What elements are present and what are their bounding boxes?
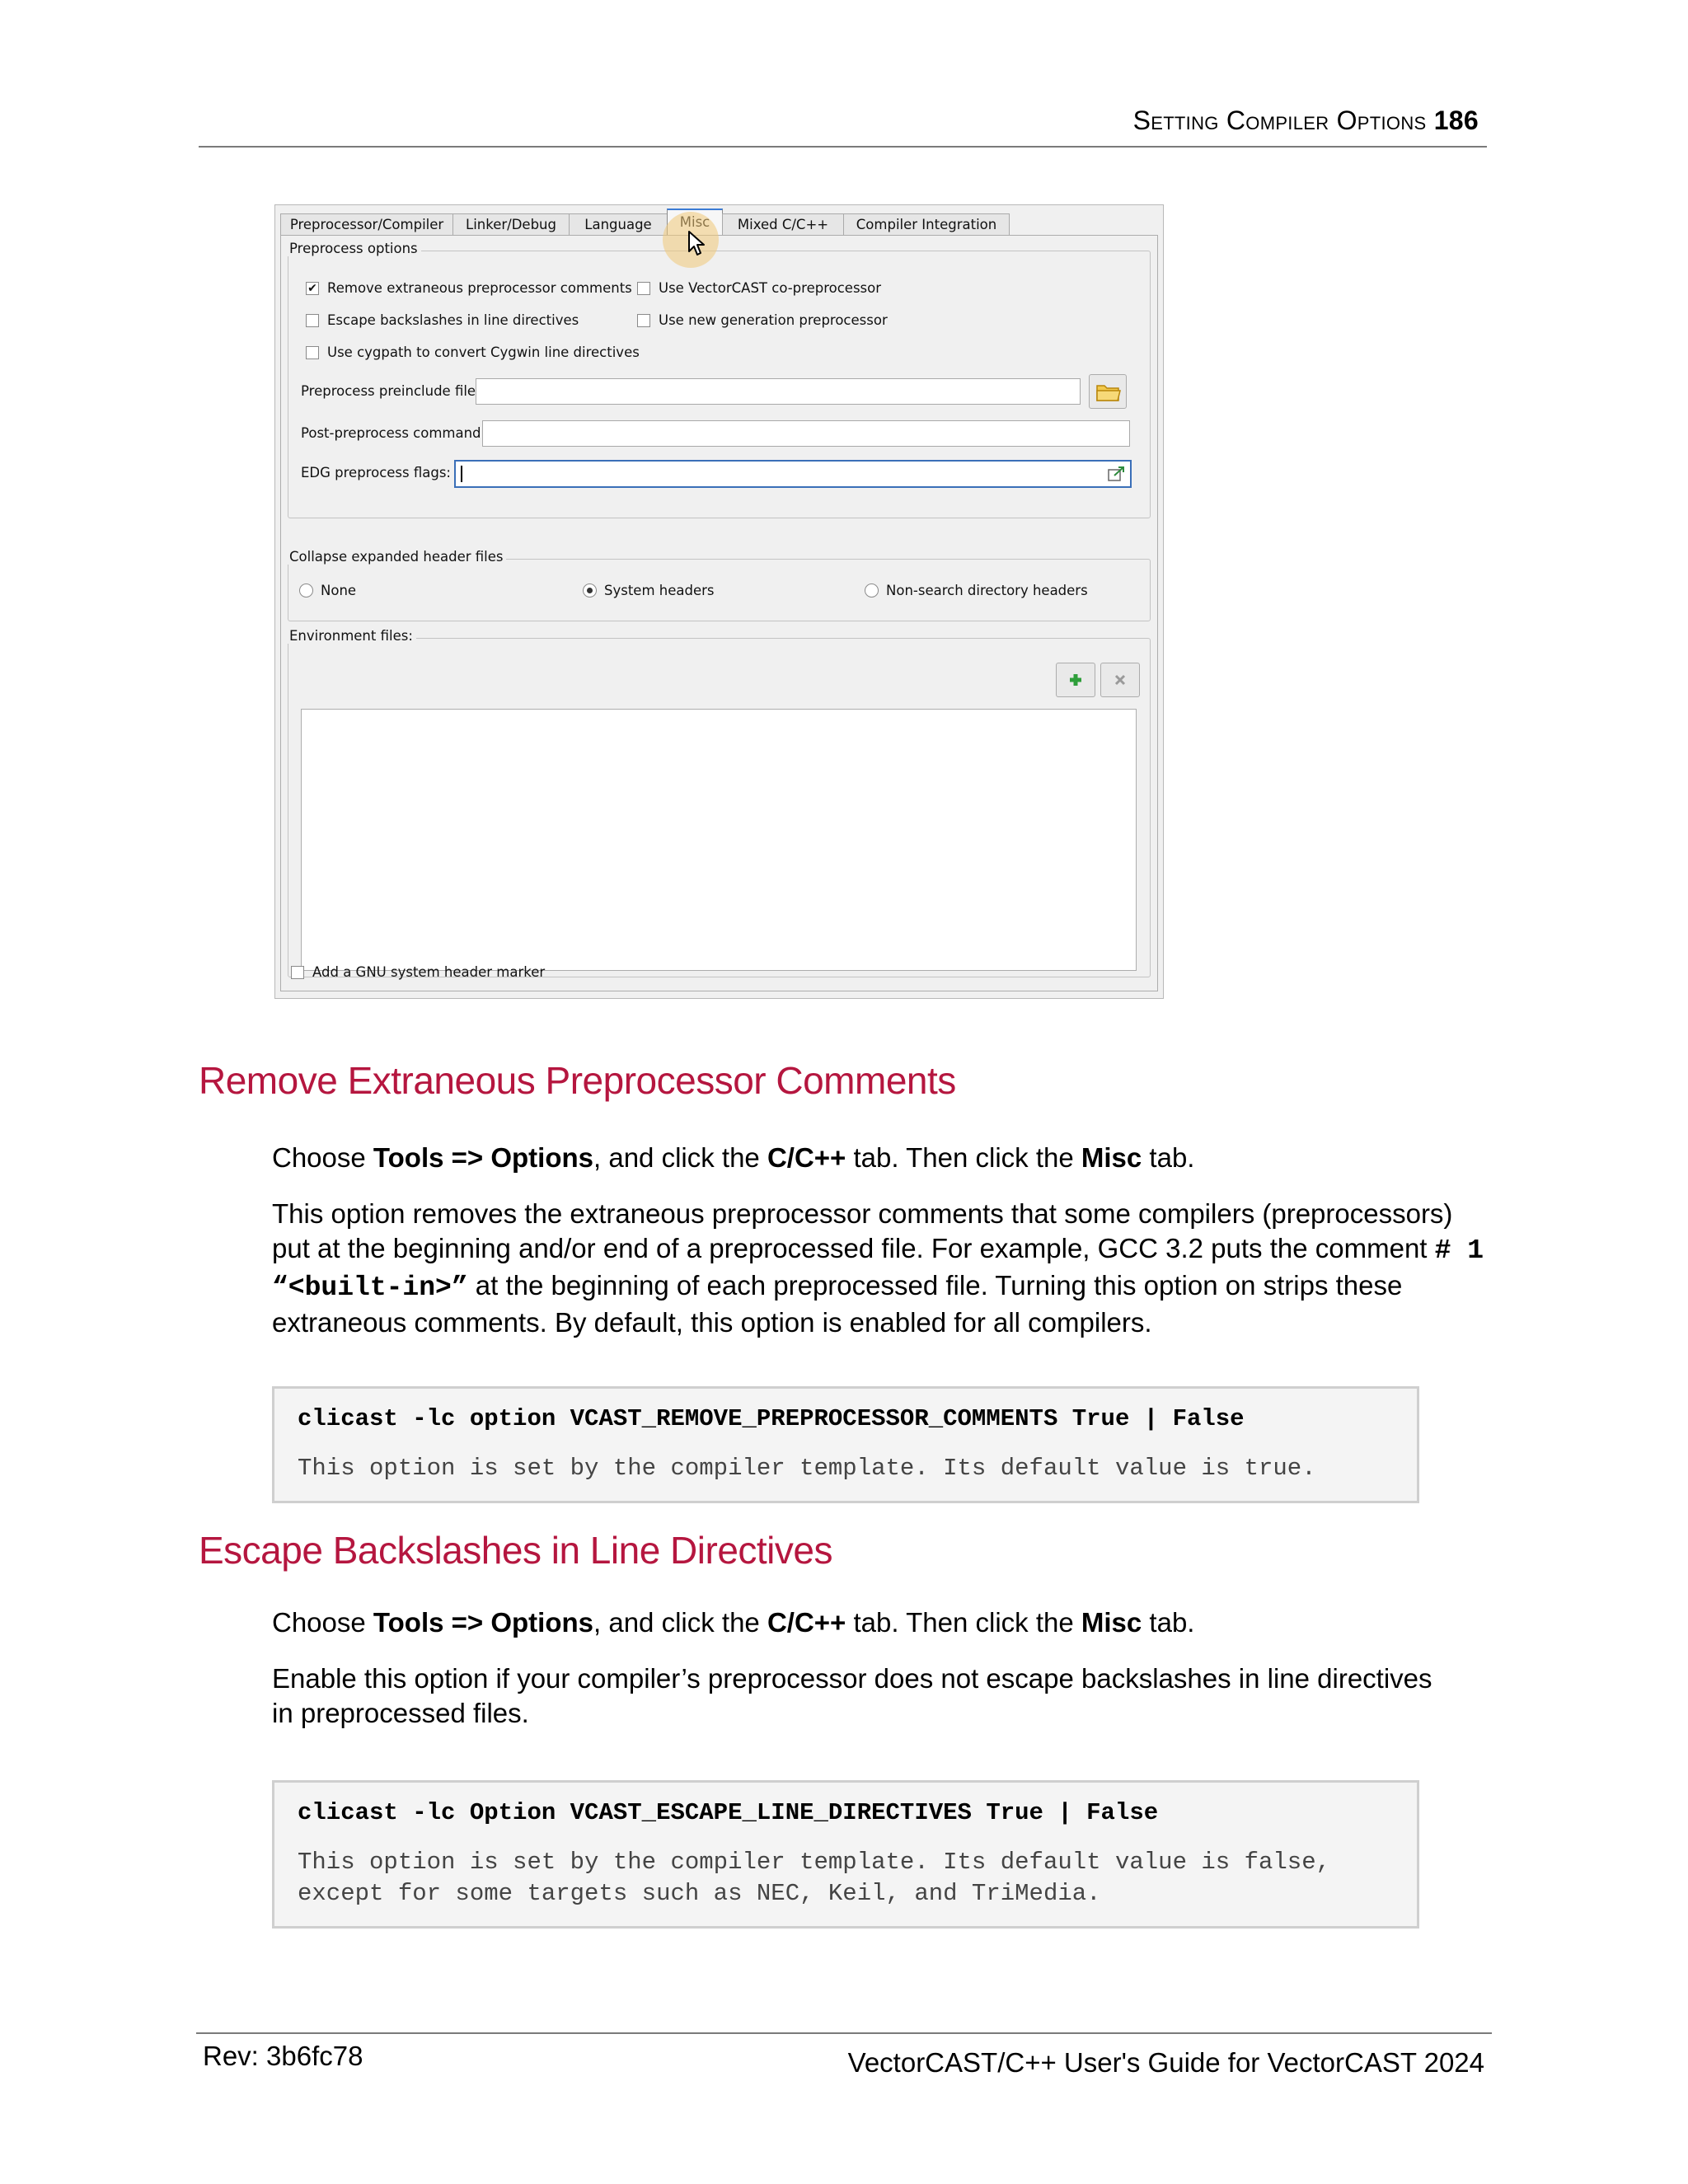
text-span: tab. <box>1142 1607 1195 1638</box>
radio-none-label: None <box>321 583 357 598</box>
add-environment-file-button[interactable] <box>1056 663 1095 697</box>
menu-path: Tools => Options <box>373 1142 593 1173</box>
text-span: This option removes the extraneous preprocessor comments that some compilers (preprocessors) put at the beginning and/or end of a preprocessed file. For example, GCC 3.2 puts the comment <box>272 1198 1453 1263</box>
inline-code: # 1 “<built-in>” <box>272 1235 1484 1303</box>
radio-nonsearch-headers[interactable] <box>865 583 879 598</box>
tab-language[interactable]: Language <box>569 213 668 236</box>
code-note: This option is set by the compiler template. Its default value is false, except for some targets such as NEC, Keil, and TriMedia. <box>298 1849 1331 1907</box>
escape-backslashes-label: Escape backslashes in line directives <box>327 312 579 328</box>
section2-description: Enable this option if your compiler’s preprocessor does not escape backslashes in line directives in preprocessed files. <box>272 1663 1432 1728</box>
text-span: tab. Then click the <box>846 1142 1081 1173</box>
running-header <box>1133 105 1479 136</box>
radio-none[interactable] <box>299 583 313 598</box>
escape-backslashes-checkbox[interactable] <box>306 314 319 327</box>
page-number: 186 <box>1433 105 1479 135</box>
misc-panel <box>280 235 1158 991</box>
tab-name: C/C++ <box>767 1607 846 1638</box>
remove-x-icon <box>1101 663 1139 696</box>
new-generation-label: Use new generation preprocessor <box>659 312 888 328</box>
footer-revision: Rev: 3b6fc78 <box>203 2041 363 2071</box>
tab-mixed-c-cpp[interactable]: Mixed C/C++ <box>722 213 844 236</box>
plus-icon <box>1057 663 1095 696</box>
new-generation-checkbox[interactable] <box>637 314 650 327</box>
browse-folder-button[interactable] <box>1089 374 1127 409</box>
preprocess-options-title: Preprocess options <box>286 241 421 256</box>
footer-rule <box>196 2032 1492 2034</box>
text-caret <box>461 466 462 482</box>
section-title: Setting Compiler Options <box>1132 105 1427 135</box>
gnu-marker-checkbox[interactable] <box>291 966 304 979</box>
preinclude-label: Preprocess preinclude file <box>301 383 476 399</box>
use-coprocessor-checkbox[interactable] <box>637 282 650 295</box>
mouse-pointer-icon <box>687 230 707 258</box>
radio-nonsearch-headers-label: Non-search directory headers <box>886 583 1088 598</box>
cygpath-label: Use cygpath to convert Cygwin line directives <box>327 344 640 360</box>
section1-description <box>272 1197 1492 1340</box>
collapse-headers-title: Collapse expanded header files <box>286 549 506 565</box>
expand-editor-icon[interactable] <box>1107 465 1127 483</box>
code-block-escape-directives <box>272 1780 1419 1929</box>
text-span: Choose <box>272 1607 373 1638</box>
tab-compiler-integration[interactable]: Compiler Integration <box>843 213 1010 236</box>
post-command-input[interactable] <box>482 420 1130 447</box>
text-span: Choose <box>272 1142 373 1173</box>
code-block-remove-comments <box>272 1386 1419 1503</box>
code-command: clicast -lc Option VCAST_ESCAPE_LINE_DIRECTIVES True | False <box>298 1799 1159 1826</box>
code-command: clicast -lc option VCAST_REMOVE_PREPROCESSOR_COMMENTS True | False <box>298 1405 1245 1432</box>
footer-title: VectorCAST/C++ User's Guide for VectorCAST 2024 <box>847 2047 1484 2078</box>
section-heading-remove-comments: Remove Extraneous Preprocessor Comments <box>199 1059 956 1102</box>
code-note: This option is set by the compiler template. Its default value is true. <box>298 1455 1316 1482</box>
cygpath-checkbox[interactable] <box>306 346 319 359</box>
text-span: , and click the <box>593 1142 767 1173</box>
remove-comments-checkbox[interactable] <box>306 282 319 295</box>
text-span: , and click the <box>593 1607 767 1638</box>
section1-choose-paragraph <box>272 1141 1492 1175</box>
edg-flags-label: EDG preprocess flags: <box>301 465 451 480</box>
text-span: tab. <box>1142 1142 1195 1173</box>
section2-choose-paragraph <box>272 1605 1492 1640</box>
use-coprocessor-label: Use VectorCAST co-preprocessor <box>659 280 882 296</box>
environment-files-list[interactable] <box>301 709 1137 971</box>
menu-path: Tools => Options <box>373 1607 593 1638</box>
gnu-marker-label: Add a GNU system header marker <box>312 964 546 980</box>
post-command-label: Post-preprocess command <box>301 425 481 441</box>
check-mark-icon: ✔ <box>307 282 317 295</box>
remove-comments-label: Remove extraneous preprocessor comments <box>327 280 632 296</box>
preinclude-input[interactable] <box>476 378 1081 405</box>
tab-linker-debug[interactable]: Linker/Debug <box>452 213 570 236</box>
radio-system-headers[interactable] <box>583 583 597 598</box>
tab-name: C/C++ <box>767 1142 846 1173</box>
folder-icon <box>1090 375 1126 408</box>
header-rule <box>199 146 1487 148</box>
tab-name: Misc <box>1081 1607 1142 1638</box>
section-heading-escape-backslashes: Escape Backslashes in Line Directives <box>199 1529 832 1572</box>
remove-environment-file-button[interactable] <box>1100 663 1140 697</box>
edg-flags-input[interactable] <box>454 460 1132 488</box>
environment-files-title: Environment files: <box>286 628 416 644</box>
text-span: tab. Then click the <box>846 1607 1081 1638</box>
compiler-options-dialog <box>274 204 1164 999</box>
radio-system-headers-label: System headers <box>604 583 715 598</box>
tab-preprocessor-compiler[interactable]: Preprocessor/Compiler <box>280 213 453 236</box>
text-span: at the beginning of each preprocessed file. Turning this option on strips these extraneous comments. By default, this option is enabled for all compilers. <box>272 1270 1403 1338</box>
tab-name: Misc <box>1081 1142 1142 1173</box>
